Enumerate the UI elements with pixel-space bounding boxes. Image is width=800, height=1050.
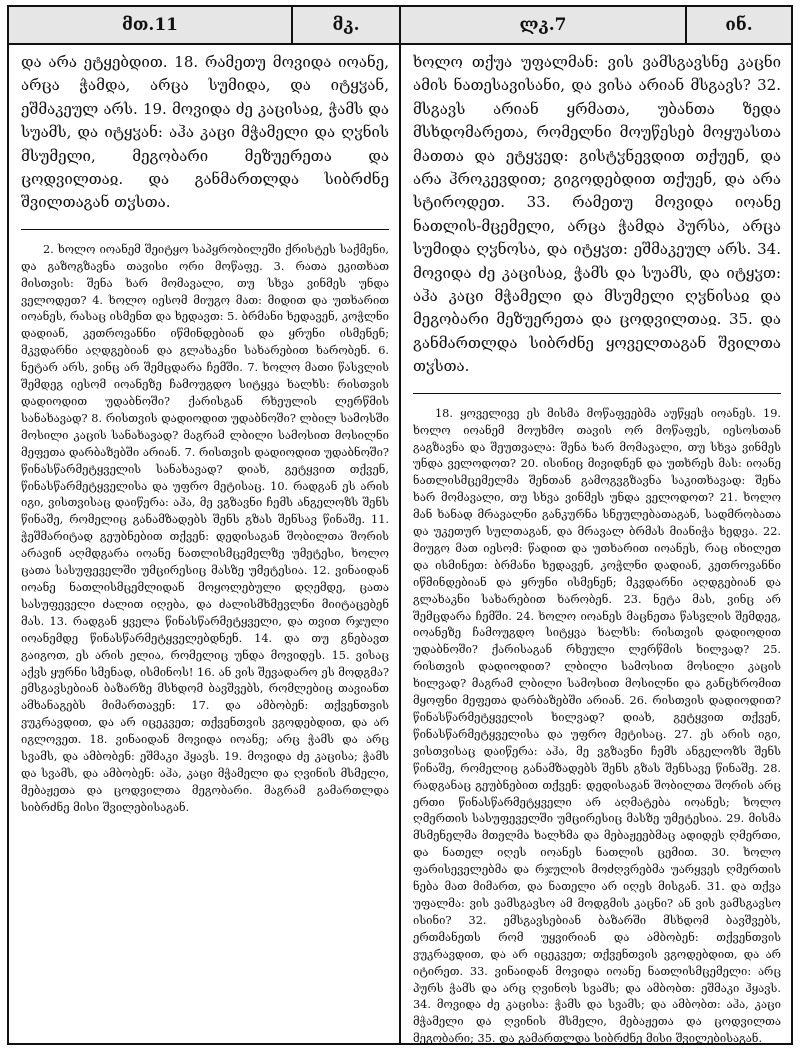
right-column [413, 51, 781, 1048]
left-gospel-tag: მკ. [332, 15, 360, 35]
right-gospel-tag: ინ. [725, 15, 753, 35]
right-section-rule [413, 393, 781, 394]
left-modern-translation: 2. ხოლო იოანემ შეიტყო საპყრობილეში ქრისტეს საქმენი, და გაზოგზავნა თავისი ორი მოწაფე. 3. რათა ეკითხათ მისთვის: შენა ხარ მომავალი, თუ სხვა ვინმეს უნდა ველოდეთ? 4. ხოლო იესომ მიუგო მათ: მიდით და უთხარით იოანეს, რასაც ისმენთ და ხედავთ: 5. ბრმანი ხედავენ, კოჭლნი დადიან, კეთროვანნი იწმინდებიან და ყრუნი ისმენენ; მკვდარნი აღდგებიან და გლახაკნი სახარებით ხარობენ. 6. ნეტარ არს, ვინც არ შემცდარა ჩემში. 7. ხოლო მათი წასვლის შემდეგ იესომ იოანეზე ჩამოუგდო სიტყვა ხალხს: რისთვის დადიოდით უდაბნოში? ქარისგან რხეულის ლერწმის სანახავად? 8. რისთვის დადიოდით უდაბნოში? ლბილ სამოსში მოსილი კაცის სანახავად? მაგრამ ლბილი სამოსით მოსილნი მეფეთა დარბაზებში არიან. 7. რისთვის დადიოდით უდაბნოში? წინასწარმეტყველის სანახავად? დიახ, გეტყვით თქვენ, წინასწარმეტყველისა და უფრო მეტისაც. 10. რადგან ეს არის იგი, ვისთვისაც დაიწერა: აჰა, მე ვგზავნი ჩემს ანგელოზს შენს წინაშე, რომელიც განამზადებს შენს გზას შენსავ წინაშე. 11. ჭეშმარიტად გეუბნებით თქვენ: დედისაგან შობილთა შორის არავინ აღმდგარა იოანე ნათლისმცემელზე უმეტესი, ხოლო ცათა სასუფეველში უმცირესიც მასზე უმეტესია. 12. ვინაიდან იოანე ნათლისმცემლიდან მოყოლებული დღემდე, ცათა სასუფეველი ძალით იღება, და ძალისმხმევლნი მიიტაცებენ მას. 13. რადგან ყველა წინასწარმეტყველი, და თვით რჯული იოანემდე წინასწარმეტყველებდნენ. 14. და თუ გნებავთ გაიგოთ, ეს არის ელია, რომელიც უნდა მოვიდეს. 15. ვისაც აქვს ყურნი სმენად, ისმინოს! 16. ან ვის შევადარო ეს მოდგმა? ემსგავსებიან ბაზარზე მსხდომ ბავშვებს, რომლებიც თავიანთ ამხანაგებს მიმართავენ: 17. და ამბობენ: თქვენთვის ვუკრავდით, და არ იცეკვეთ; თქვენთვის ვგოდებდით, და არ იგლოვეთ. 18. ვინაიდან მოვიდა იოანე; არც ჭამს და არც სვამს, და ამბობენ: ეშმაკი ჰყავს. 19. მოვიდა ძე კაცისა; ჭამს და სვამს, და ამბობენ: აჰა, კაცი მჭამელი და ღვინის მსმელი, მებაჟეთა და ცოდვილთა მეგობარი. მაგრამ გამართლდა სიბრძნე მისი შვილებისაგან. [21, 242, 389, 814]
left-gospel-reference: მთ.11 [122, 15, 178, 35]
right-old-georgian-passage: ხოლო თქუა უფალმან: ვის ვამსგავსნე კაცნი ამის ნათესავისანი, და ვისა არიან მსგავს? 32. მსგავს არიან ყრმათა, უბანთა ზედა მსხდომარეთა, რომელნი მოუწესებ მოყუასთა მათთა და ეტყჳედ: გისტჳნევდით თქუენ, და არა ჰროკევდით; გიგოდებდით თქუენ, და არა სტიროდეთ. 33. რამეთუ მოვიდა იოანე ნათლის-მცემელი, არცა ჭამდა პურსა, არცა სუმიდა ღჳნოსა, და იტყჳთ: ეშმაკეულ არს. 34. მოვიდა ძე კაცისაჲ, ჭამს და სუამს, და იტყჳთ: აჰა კაცი მჭამელი და მსუმელი ღჳნისაჲ და მეგობარი მეზუერეთა და ცოდვილთაჲ. 35. და განმართლდა სიბრძნე ყოველთაგან შვილთა თჳსთა. [413, 53, 781, 376]
left-old-georgian-passage: და არა ეტყებდით. 18. რამეთუ მოვიდა იოანე, არცა ჭამდა, არცა სუმიდა, და იტყჳან, ეშმაკეულ არს. 19. მოვიდა ძე კაცისაჲ, ჭამს და სუამს, და იტყჳან: აჰა კაცი მჭამელი და ღჳნის მსუმელი, მეგობარი მეზუერეთა და ცოდვილთაჲ. და განმართლდა სიბრძნე შვილთაგან თჳსთა. [21, 53, 389, 212]
column-divider [399, 43, 401, 1043]
right-gospel-reference: ლკ.7 [519, 15, 567, 35]
header-bar [9, 7, 791, 45]
left-column [21, 51, 389, 817]
bible-page [7, 5, 793, 1045]
right-modern-translation: 18. ყოველივე ეს მისმა მოწაფეებმა აუწყეს იოანეს. 19. ხოლო იოანემ მოუხმო თავის ორ მოწაფეს, იესოსთან გაგზავნა და შეუთვალა: შენა ხარ მომავალი, თუ სხვა ვინმეს უნდა ველოდოთ? 20. ისინიც მივიდნენ და უთხრეს მას: იოანე ნათლისმცემელმა შენთან გამოგვგზავნა საკითხავად: შენა ხარ მომავალი, თუ სხვა ვინმეს უნდა ველოდოთ? 21. ხოლო მან ხანად მრავალნი განკურნა სნეულებათაგან, სადმრობათა და უკეთურ სულთაგან, და მრავალ ბრმას მიანიჭა ხედვა. 22. მიუგო მათ იესომ: წადით და უთხარით იოანეს, რაც იხილეთ და ისმინეთ: ბრმანი ხედავენ, კოჭლნი დადიან, კეთროვანნი იწმინდებიან და ყრუნი ისმენენ; მკვდარნი აღდგებიან და გლახაკნი სახარებით ხარობენ. 23. ნეტა მას, ვინც არ შემცდარა ჩემში. 24. ხოლო იოანეს მაცნეთა წასვლის შემდეგ, იოანეზე ჩამოუგდო სიტყვა ხალხს: რისთვის დადიოდით უდაბნოში? ქარისაგან რხეული ლერწმის ხილვად? 25. რისთვის დადიოდით? ლბილი სამოსით მოსილი კაცის ხილვად? მაგრამ ლბილი სამოსით მოსილნი და განცხრომით მყოფნი მეფეთა დარბაზებში არიან. 26. რისთვის დადიოდით? წინასწარმეტყველის ხილვად? დიახ, გეტყვით თქვენ, წინასწარმეტყველისა და უფრო მეტისაც. 27. ეს არის იგი, ვისთვისაც დაიწერა: აჰა, მე ვგზავნი ჩემს ანგელოზს შენს წინაშე, რომელიც განამზადებს შენს გზას შენსავე წინაშე. 28. რადგანაც გეუბნებით თქვენ: დედისაგან შობილთა შორის არც ერთი წინასწარმეტყველი არ აღმატება იოანეს; ხოლო ღმერთის სასუფეველში უმცირესიც მასზე უმეტესია. 29. მისმა მსმენელმა მთელმა ხალხმა და მებაჟეებმაც ადიდეს ღმერთი, და ნათელ იღეს იოანეს ნათლის ცემით. 30. ხოლო ფარისეველებმა და რჯულის მოძღვრებმა უარყვეს ღმერთის ნება მათ მიმართ, და ნათელი არ იღეს მისგან. 31. და თქვა უფალმა: ვის ვამსგავსო ამ მოდგმის კაცნი? ან ვის ვამსგავსო ისინი? 32. ემსგავსებიან ბაზარში მსხდომ ბავშვებს, ერთმანეთს რომ უყვირიან და ამბობენ: თქვენთვის ვუკრავდით, და არ იცეკვეთ; თქვენთვის ვგოდებდით, და არ იტირეთ. 33. ვინაიდან მოვიდა იოანე ნათლისმცემელი: არც პურს ჭამს და არც ღვინოს სვამს; და ამბობთ: ეშმაკი ჰყავს. 34. მოვიდა ძე კაცისა: ჭამს და სვამს; და ამბობთ: აჰა, კაცი მჭამელი და ღვინის მსმელი, მებაჟეთა და ცოდვილთა მეგობარი; 35. და გამართლდა სიბრძნე მისი შვილებისაგან. [413, 406, 781, 1046]
left-section-rule [21, 229, 389, 230]
